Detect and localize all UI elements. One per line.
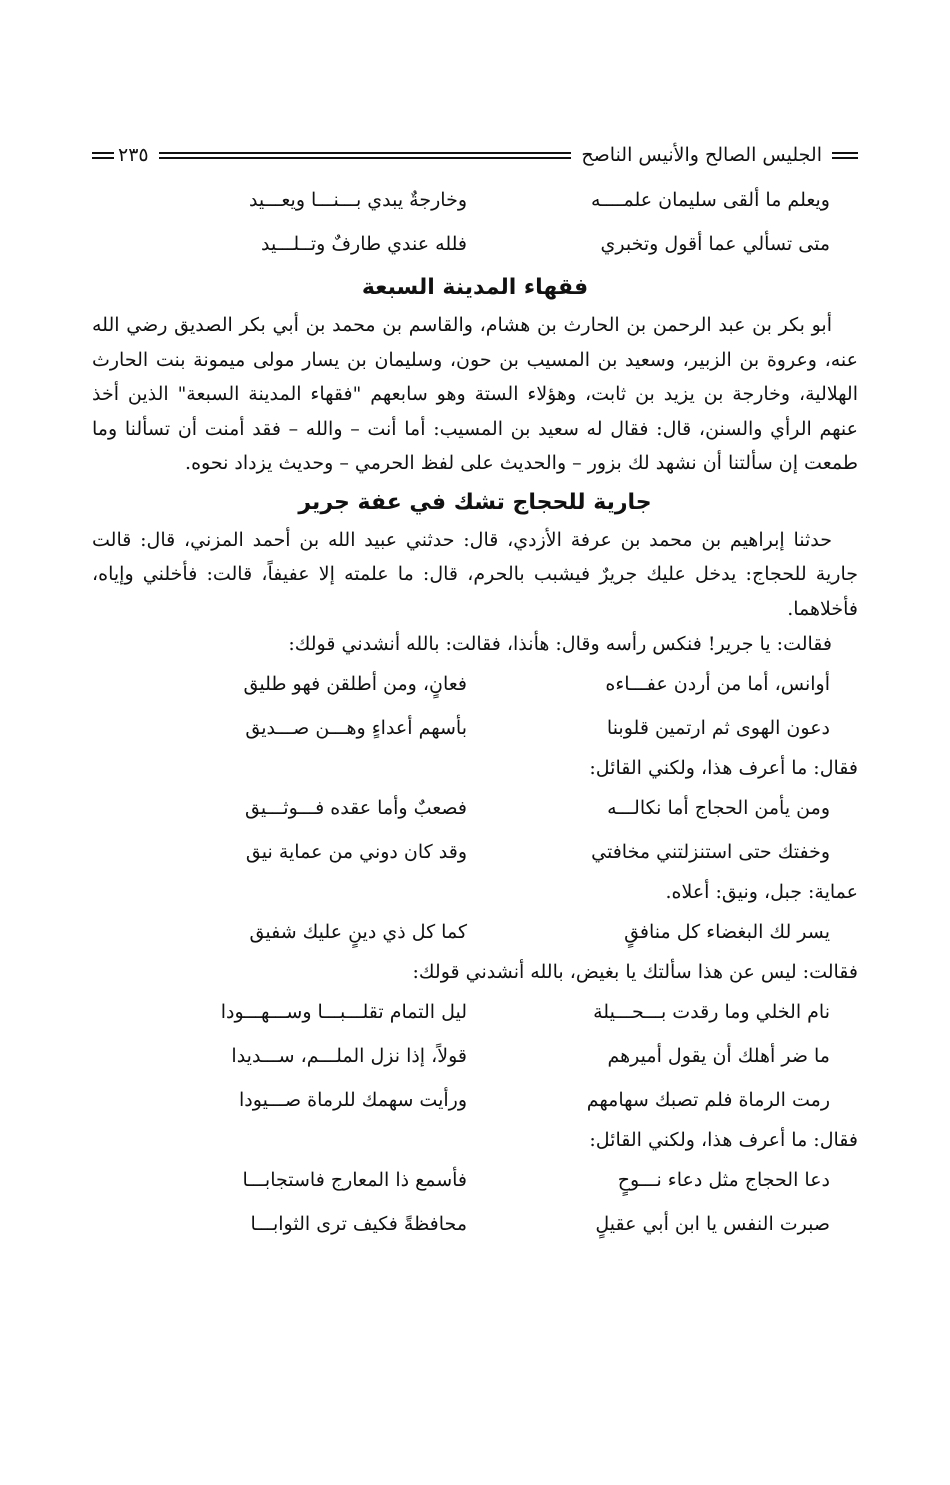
- verse-second-hemistich: فعانٍ، ومن أطلقن فهو طليق: [243, 673, 467, 695]
- verse-first-hemistich: ما ضر أهلك أن يقول أميرهم: [607, 1045, 830, 1067]
- verse-second-hemistich: وقد كان دوني من عماية نيق: [245, 841, 467, 863]
- verse-first-hemistich: وخفتك حتى استنزلتني مخافتي: [591, 841, 830, 863]
- running-header: [92, 140, 858, 170]
- prose-line: فقالت: ليس عن هذا سألتك يا بغيض، بالله أنشدني قولك:: [412, 961, 858, 983]
- verse-row: [92, 1202, 858, 1246]
- verse-second-hemistich: محافظةً فكيف ترى الثوابـــا: [250, 1213, 467, 1235]
- verse-first-hemistich: دعا الحجاج مثل دعاء نـــوحٍ: [617, 1169, 830, 1191]
- verse-second-hemistich: وخارجةٌ يبدي بـــنـــا ويعـــيد: [248, 189, 467, 211]
- verse-second-hemistich: قولاً، إذا نزل الملـــم، ســـديدا: [231, 1045, 467, 1067]
- verse-second-hemistich: ليل التمام تقلـــبـــا وســـهـــودا: [220, 1001, 467, 1023]
- verse-first-hemistich: أوانس، أما من أردن عفـــاءه: [605, 673, 830, 695]
- verse-second-hemistich: كما كل ذي دينٍ عليك شفيق: [249, 921, 467, 943]
- verse-first-hemistich: دعون الهوى ثم ارتمين قلوبنا: [606, 717, 830, 739]
- header-rule: [159, 152, 572, 159]
- page-number: ٢٣٥: [118, 144, 149, 166]
- header-title: الجليس الصالح والأنيس الناصح: [581, 144, 822, 166]
- verse-first-hemistich: رمت الرماة فلم تصبك سهامهم: [586, 1089, 830, 1111]
- prose-line: فقال: ما أعرف هذا، ولكني القائل:: [589, 757, 858, 779]
- verse-first-hemistich: نام الخلي وما رقدت بـــحـــيلة: [593, 1001, 830, 1023]
- header-ornament-left: [92, 152, 114, 159]
- verse-row: [92, 990, 858, 1034]
- verse-row: [92, 1158, 858, 1202]
- paragraph-text: حدثنا إبراهيم بن محمد بن عرفة الأزدي، قال: حدثني عبيد الله بن أحمد المزني، قال: قالت جارية للحجاج: يدخل عليك جريرٌ فيشبب بالحرم، قال: ما علمته إلا عفيفاً، قالت: فأخلني وإياه، فأخلاهما.: [92, 528, 858, 620]
- verse-first-hemistich: متى تسألي عما أقول وتخبري: [600, 233, 830, 255]
- verse-second-hemistich: فلله عندي طارفٌ وتــلـــيد: [261, 233, 467, 255]
- verse-row: [92, 178, 858, 222]
- verse-first-hemistich: صبرت النفس يا ابن أبي عقيلٍ: [595, 1213, 830, 1235]
- section-heading: فقهاء المدينة السبعة: [361, 275, 589, 300]
- verse-row: [92, 1034, 858, 1078]
- section-paragraph: [92, 308, 858, 481]
- verse-first-hemistich: يسر لك البغضاء كل منافقٍ: [624, 921, 830, 943]
- section-heading: جارية للحجاج تشك في عفة جرير: [298, 489, 652, 515]
- paragraph-text: أبو بكر بن عبد الرحمن بن الحارث بن هشام، والقاسم بن محمد بن أبي بكر الصديق رضي الله عنه، وعروة بن الزبير، وسعيد بن المسيب بن حون، وسليمان بن يسار مولى ميمونة بنت الحارث الهلالية، وخارجة بن يزيد بن ثابت، وهؤلاء الستة وهو سابعهم "فقهاء المدينة السبعة" الذين أخذ عنهم الرأي والسنن، قال: فقال له سعيد بن المسيب: أما أنت – والله – فقد أمنت أن تسألنا وما طمعت إن سألتنا أن نشهد لك بزور – والحديث على لفظ الحرمي – وحديث يزداد نحوه.: [92, 314, 858, 474]
- verse-first-hemistich: ومن يأمن الحجاج أما نكالـــه: [607, 797, 830, 819]
- verse-row: [92, 830, 858, 874]
- verse-row: [92, 1078, 858, 1122]
- verse-second-hemistich: فصعبٌ وأما عقده فـــوثـــيق: [245, 797, 467, 819]
- section-paragraph: [92, 523, 858, 627]
- prose-line: عماية: جبل، ونيق: أعلاه.: [665, 881, 858, 903]
- verse-row: [92, 662, 858, 706]
- verse-second-hemistich: بأسهم أعداءٍ وهـــن صـــديق: [245, 717, 467, 739]
- prose-line: فقال: ما أعرف هذا، ولكني القائل:: [589, 1129, 858, 1151]
- verse-second-hemistich: ورأيت سهمك للرماة صـــيودا: [239, 1089, 467, 1111]
- page-content: [92, 178, 858, 1246]
- verse-row: [92, 786, 858, 830]
- prose-line: فقالت: يا جرير! فنكس رأسه وقال: هأنذا، فقالت: بالله أنشدني قولك:: [288, 633, 832, 655]
- verse-row: [92, 910, 858, 954]
- verse-row: [92, 222, 858, 266]
- verse-second-hemistich: فأسمع ذا المعارج فاستجابـــا: [242, 1169, 467, 1191]
- verse-first-hemistich: ويعلم ما ألقى سليمان علمــــه: [591, 189, 830, 211]
- header-ornament-right: [832, 152, 858, 159]
- verse-row: [92, 706, 858, 750]
